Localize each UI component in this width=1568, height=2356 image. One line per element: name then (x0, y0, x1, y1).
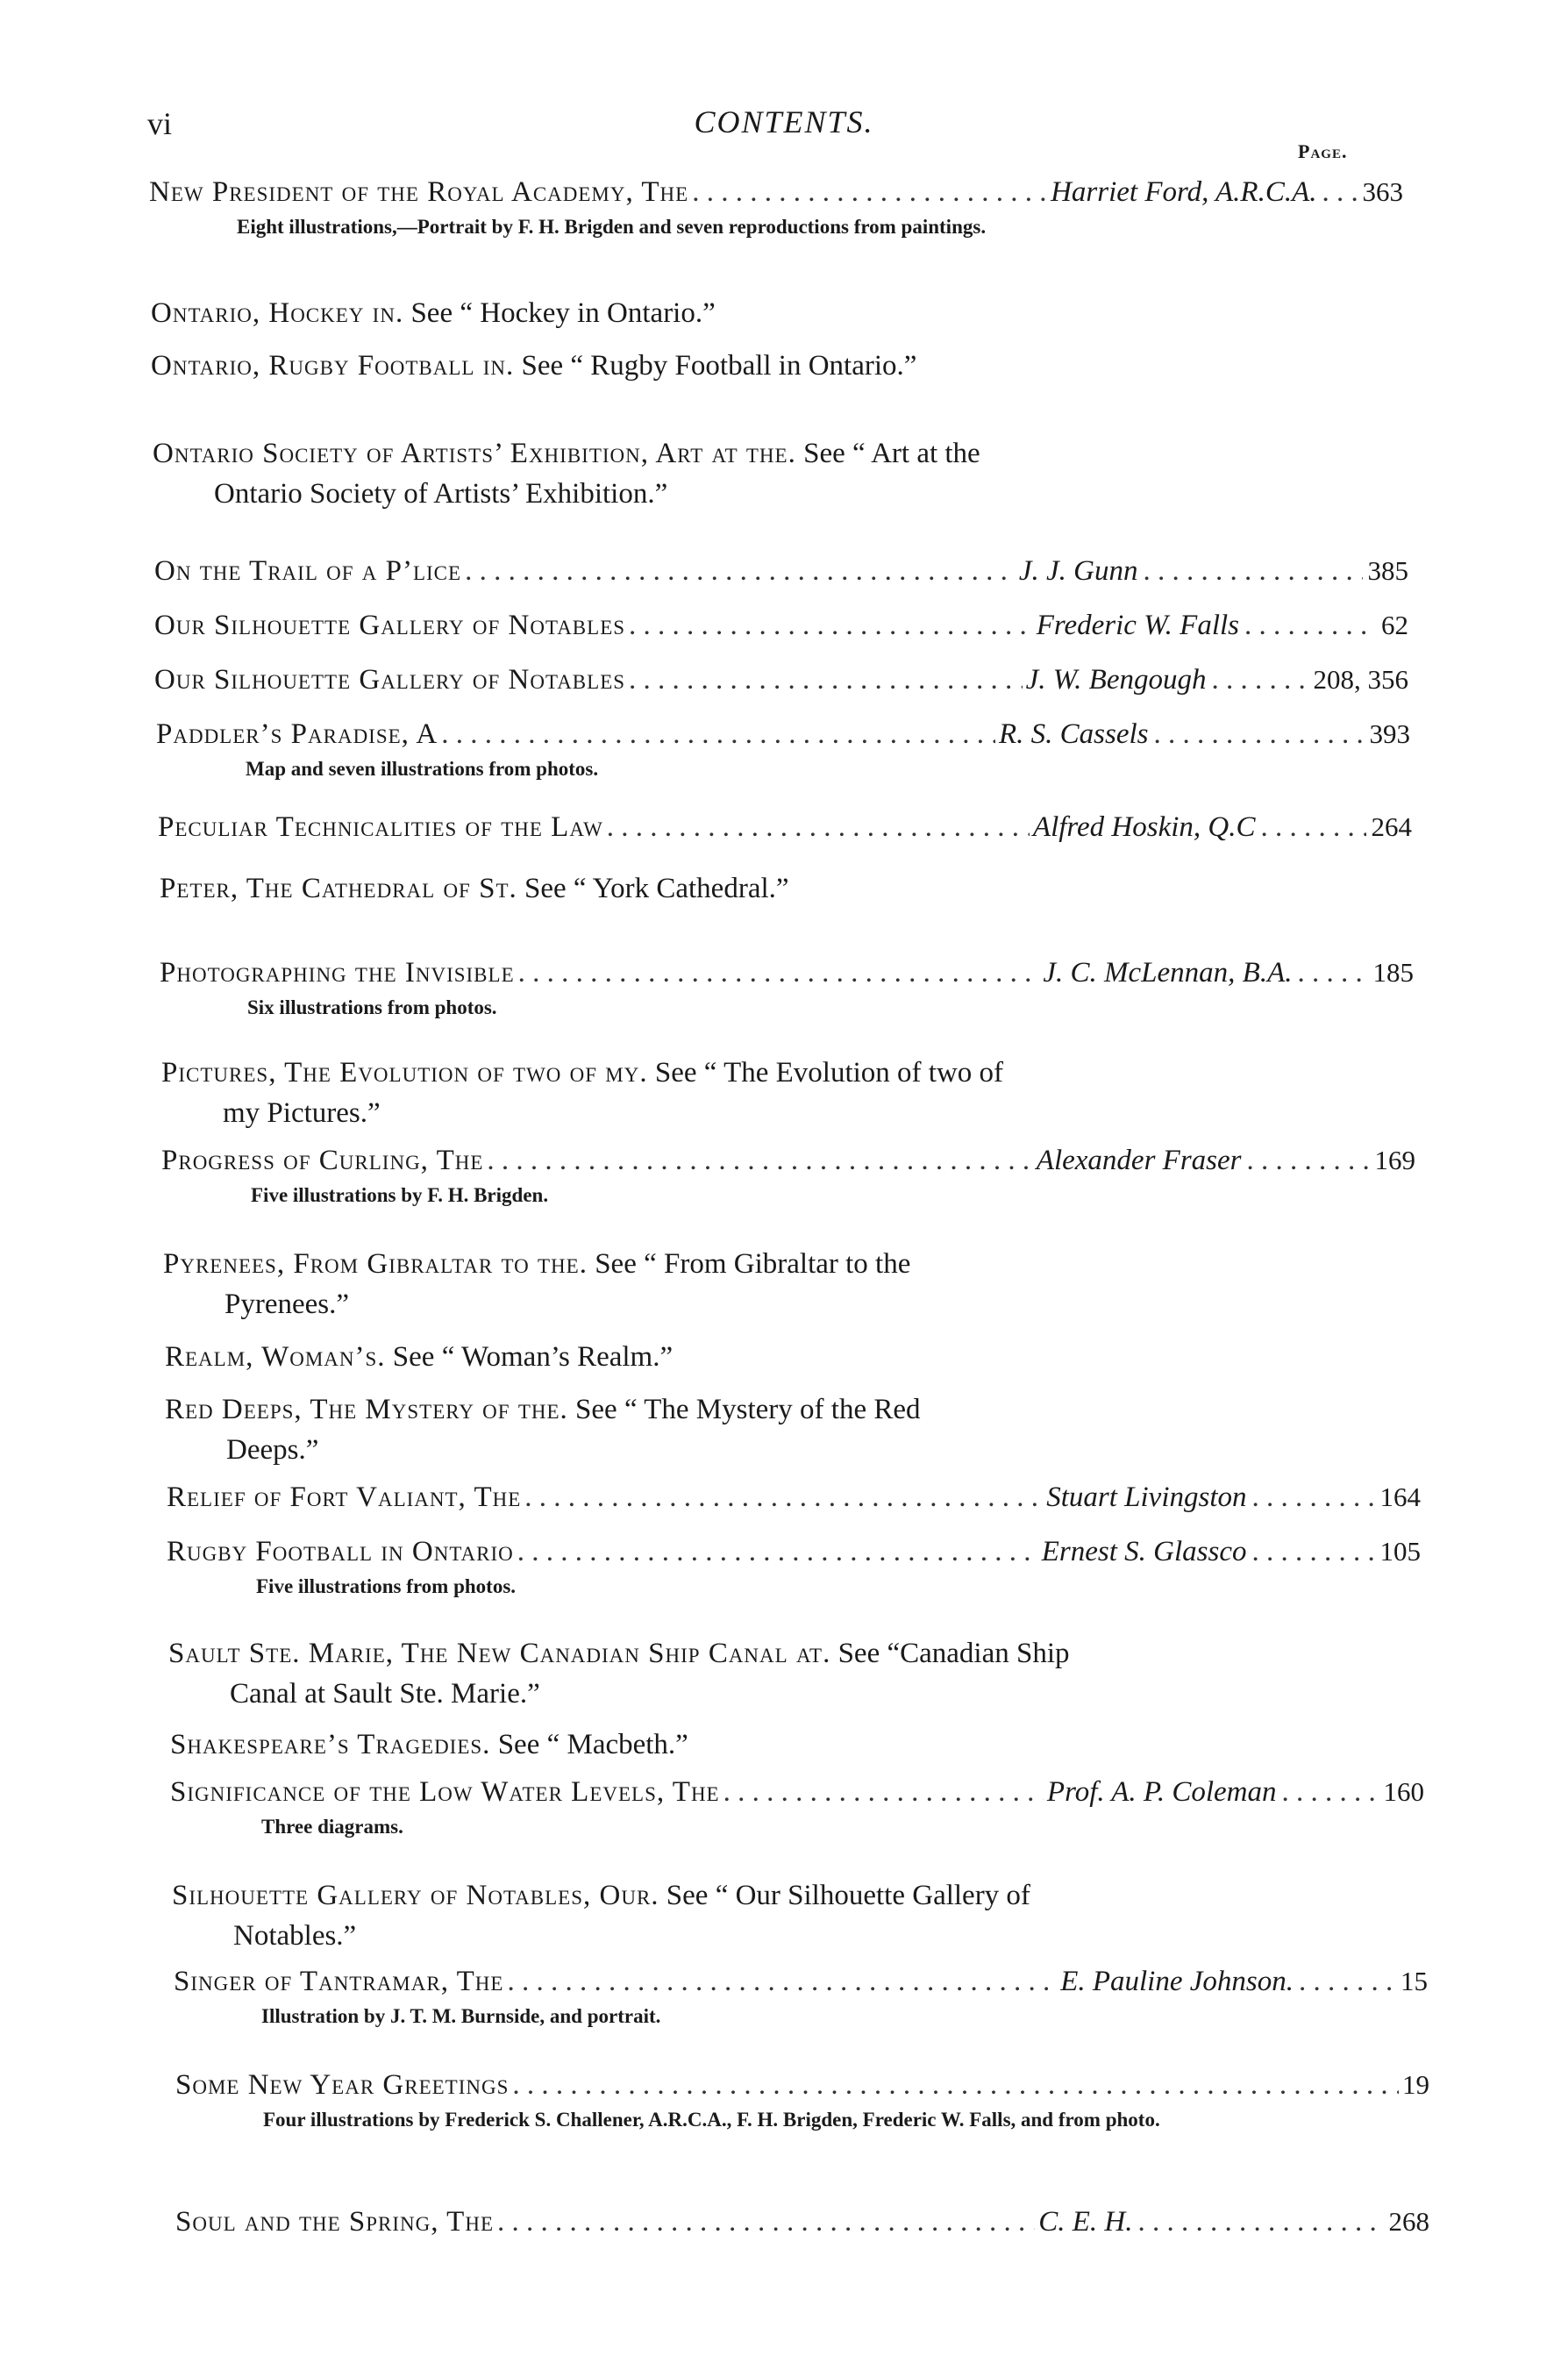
entry-page: 385 (1367, 555, 1408, 586)
entry-note: Five illustrations by F. H. Brigden. (251, 1184, 549, 1206)
entry-xref: See “ Hockey in Ontario.” (410, 297, 716, 329)
page-number: vi (147, 106, 173, 141)
entry-title: Peter, The Cathedral of St. (160, 873, 517, 904)
toc-entry (170, 1772, 1424, 1840)
toc-xref-entry (160, 868, 1010, 909)
entry-title: Our Silhouette Gallery of Notables (154, 664, 626, 696)
entry-title: New President of the Royal Academy, The (149, 176, 689, 208)
toc-xref-entry (170, 1724, 1073, 1765)
dot-leader (441, 714, 995, 754)
entry-page: 363 (1362, 176, 1403, 207)
entry-title: Realm, Woman’s. (165, 1341, 386, 1373)
entry-note: Six illustrations from photos. (247, 996, 497, 1018)
entry-author: J. W. Bengough (1025, 664, 1207, 696)
entry-title: Ontario Society of Artists’ Exhibition, Art at the. (153, 438, 796, 469)
page-title: CONTENTS. (694, 104, 874, 139)
entry-xref: See “ Art at the Ontario Society of Artists’ Exhibition.” (214, 438, 980, 510)
entry-note: Illustration by J. T. M. Burnside, and portrait. (261, 2005, 661, 2027)
dot-leader (465, 551, 1016, 591)
dot-leader (1144, 551, 1363, 591)
entry-note: Four illustrations by Frederick S. Challener, A.R.C.A., F. H. Brigden, Frederic W. Falls, and from photo. (263, 2109, 1160, 2131)
entry-xref: See “ From Gibraltar to the Pyrenees.” (225, 1248, 911, 1320)
entry-title: Significance of the Low Water Levels, The (170, 1776, 720, 1808)
dot-leader (507, 1961, 1057, 2002)
dot-leader (1282, 1772, 1379, 1812)
dot-leader (692, 172, 1047, 212)
dot-leader (607, 807, 1030, 847)
entry-xref: See “ Woman’s Realm.” (392, 1341, 674, 1373)
entry-page: 164 (1379, 1481, 1421, 1512)
dot-leader (723, 1772, 1044, 1812)
dot-leader (512, 2065, 1399, 2105)
entry-note: Five illustrations from photos. (256, 1575, 517, 1597)
toc-xref-entry (168, 1633, 1072, 1714)
dot-leader (518, 953, 1040, 993)
entry-page: 264 (1371, 811, 1412, 842)
toc-entry (154, 605, 1408, 646)
dot-leader (497, 2202, 1035, 2242)
entry-page: 208, 356 (1313, 664, 1408, 695)
dot-leader (1261, 807, 1366, 847)
dot-leader (1322, 172, 1358, 212)
entry-page: 393 (1369, 718, 1410, 749)
dot-leader (1252, 1477, 1375, 1517)
page-column-label: Page. (1298, 140, 1348, 162)
entry-title: Peculiar Technicalities of the Law (158, 811, 603, 843)
entry-title: Ontario, Rugby Football in. (151, 350, 515, 382)
entry-xref: See “Canadian Ship Canal at Sault Ste. Marie.” (230, 1638, 1070, 1710)
toc-entry (158, 807, 1412, 847)
entry-title: Pyrenees, From Gibraltar to the. (163, 1248, 588, 1280)
dot-leader (1252, 1531, 1375, 1572)
toc-xref-entry (163, 1244, 1014, 1324)
dot-leader (1154, 714, 1365, 754)
toc-xref-entry (165, 1337, 1016, 1377)
entry-xref: See “ Our Silhouette Gallery of Notables.” (233, 1880, 1030, 1952)
entry-title: Paddler’s Paradise, A (156, 718, 438, 750)
entry-title: Soul and the Spring, The (175, 2206, 494, 2238)
dot-leader (1298, 953, 1368, 993)
entry-page: 268 (1388, 2206, 1429, 2237)
entry-title: Ontario, Hockey in. (151, 297, 404, 329)
entry-title: Silhouette Gallery of Notables, Our. (172, 1880, 659, 1911)
entry-author: Stuart Livingston (1046, 1481, 1247, 1513)
entry-note: Map and seven illustrations from photos. (246, 758, 599, 780)
entry-title: Singer of Tantramar, The (174, 1966, 504, 1997)
entry-title: Rugby Football in Ontario (167, 1536, 514, 1567)
entry-author: Harriet Ford, A.R.C.A. (1051, 176, 1317, 208)
entry-author: Prof. A. P. Coleman (1046, 1776, 1277, 1808)
entry-author: Ernest S. Glassco (1041, 1536, 1247, 1567)
toc-xref-entry (172, 1875, 1040, 1956)
entry-xref: See “ Macbeth.” (497, 1729, 688, 1760)
entry-note: Eight illustrations,—Portrait by F. H. Brigden and seven reproductions from paintings. (237, 216, 987, 238)
toc-entry (160, 953, 1414, 1021)
entry-title: On the Trail of a P’lice (154, 555, 462, 587)
entry-xref: See “ York Cathedral.” (524, 873, 789, 904)
dot-leader (524, 1477, 1043, 1517)
dot-leader (629, 660, 1023, 700)
entry-author: Alfred Hoskin, Q.C (1032, 811, 1256, 843)
toc-xref-entry (153, 433, 1021, 514)
entry-page: 169 (1374, 1145, 1415, 1175)
toc-entry (156, 714, 1410, 782)
toc-entry (154, 551, 1408, 591)
entry-title: Photographing the Invisible (160, 957, 515, 989)
entry-author: J. C. McLennan, B.A. (1043, 957, 1293, 989)
entry-title: Sault Ste. Marie, The New Canadian Ship Canal at. (168, 1638, 831, 1669)
entry-title: Our Silhouette Gallery of Notables (154, 610, 626, 641)
entry-title: Some New Year Greetings (175, 2069, 510, 2101)
entry-title: Progress of Curling, The (161, 1145, 484, 1176)
entry-page: 15 (1401, 1966, 1428, 1996)
toc-xref-entry (151, 293, 1037, 333)
toc-entry (167, 1477, 1421, 1517)
toc-xref-entry (165, 1389, 998, 1470)
entry-title: Red Deeps, The Mystery of the. (165, 1394, 568, 1425)
dot-leader (487, 1140, 1032, 1181)
entry-title: Relief of Fort Valiant, The (167, 1481, 522, 1513)
dot-leader (517, 1531, 1038, 1572)
entry-title: Shakespeare’s Tragedies. (170, 1729, 491, 1760)
entry-page: 19 (1402, 2069, 1429, 2100)
toc-entry (175, 2065, 1429, 2133)
toc-entry (175, 2202, 1429, 2242)
toc-entry (167, 1531, 1421, 1600)
entry-page: 105 (1379, 1536, 1421, 1567)
entry-note: Three diagrams. (261, 1816, 403, 1838)
toc-entry (154, 660, 1408, 700)
dot-leader (1138, 2202, 1384, 2242)
entry-page: 62 (1381, 610, 1408, 640)
entry-author: Alexander Fraser (1036, 1145, 1242, 1176)
toc-entry (149, 172, 1403, 240)
entry-author: Frederic W. Falls (1036, 610, 1239, 641)
entry-author: E. Pauline Johnson. (1060, 1966, 1294, 1997)
dot-leader (1244, 605, 1376, 646)
toc-entry (174, 1961, 1428, 2030)
entry-title: Pictures, The Evolution of two of my. (161, 1057, 648, 1089)
toc-xref-entry (161, 1053, 1012, 1133)
entry-xref: See “ The Evolution of two of my Pictures.” (223, 1057, 1004, 1129)
entry-author: J. J. Gunn (1018, 555, 1138, 587)
entry-page: 160 (1383, 1776, 1424, 1807)
dot-leader (1247, 1140, 1370, 1181)
entry-page: 185 (1372, 957, 1414, 988)
entry-xref: See “ Rugby Football in Ontario.” (521, 350, 917, 382)
toc-xref-entry (151, 346, 1001, 386)
entry-author: R. S. Cassels (998, 718, 1149, 750)
toc-entry (161, 1140, 1415, 1209)
dot-leader (1299, 1961, 1395, 2002)
dot-leader (1212, 660, 1308, 700)
entry-author: C. E. H. (1038, 2206, 1133, 2238)
entry-xref: See “ The Mystery of the Red Deeps.” (226, 1394, 921, 1466)
dot-leader (629, 605, 1033, 646)
